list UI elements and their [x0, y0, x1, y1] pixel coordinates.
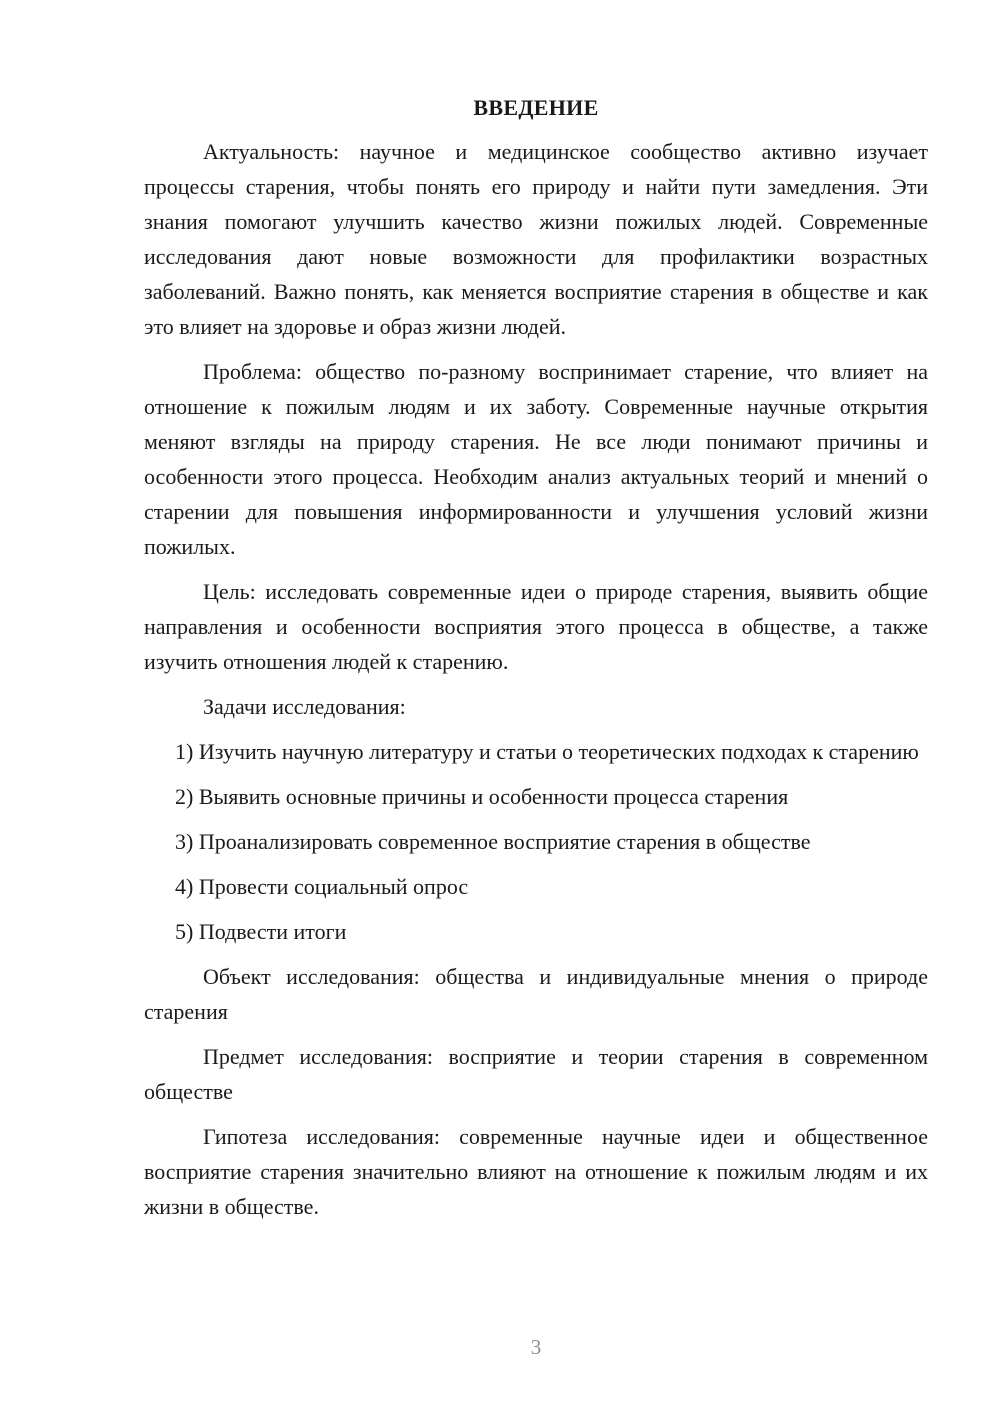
goal-paragraph: Цель: исследовать современные идеи о природе старения, выявить общие направления и особенности восприятия этого процесса в обществе, а также изучить отношения людей к старению. [144, 579, 928, 674]
page-number: 3 [530, 1335, 542, 1359]
list-item: 3) Проанализировать современное восприятие старения в обществе [175, 829, 811, 854]
relevance-paragraph: Актуальность: научное и медицинское сообщество активно изучает процессы старения, чтобы понять его природу и найти пути замедления. Эти знания помогают улучшить качество жизни пожилых людей. Современные исследования дают новые возможности для профилактики возрастных заболеваний. Важно понять, как меняется восприятие старения в обществе и как это влияет на здоровье и образ жизни людей. [144, 139, 928, 339]
list-item: 2) Выявить основные причины и особенности процесса старения [175, 784, 789, 809]
list-item: 1) Изучить научную литературу и статьи о теоретических подходах к старению [175, 739, 919, 764]
document-page [144, 92, 928, 1234]
list-item: 4) Провести социальный опрос [175, 874, 469, 899]
object-paragraph: Объект исследования: общества и индивидуальные мнения о природе старения [144, 964, 928, 1024]
hypothesis-paragraph: Гипотеза исследования: современные научные идеи и общественное восприятие старения значительно влияют на отношение к пожилым людям и их жизни в обществе. [144, 1124, 928, 1219]
page-title: ВВЕДЕНИЕ [473, 95, 599, 120]
problem-paragraph: Проблема: общество по-разному воспринимает старение, что влияет на отношение к пожилым людям и их заботу. Современные научные открытия меняют взгляды на природу старения. Не все люди понимают причины и особенности этого процесса. Необходим анализ актуальных теорий и мнений о старении для повышения информированности и улучшения условий жизни пожилых. [144, 359, 928, 559]
subject-paragraph: Предмет исследования: восприятие и теории старения в современном обществе [144, 1044, 928, 1104]
list-item: 5) Подвести итоги [175, 919, 347, 944]
tasks-list [144, 734, 928, 949]
tasks-heading: Задачи исследования: [203, 694, 406, 719]
